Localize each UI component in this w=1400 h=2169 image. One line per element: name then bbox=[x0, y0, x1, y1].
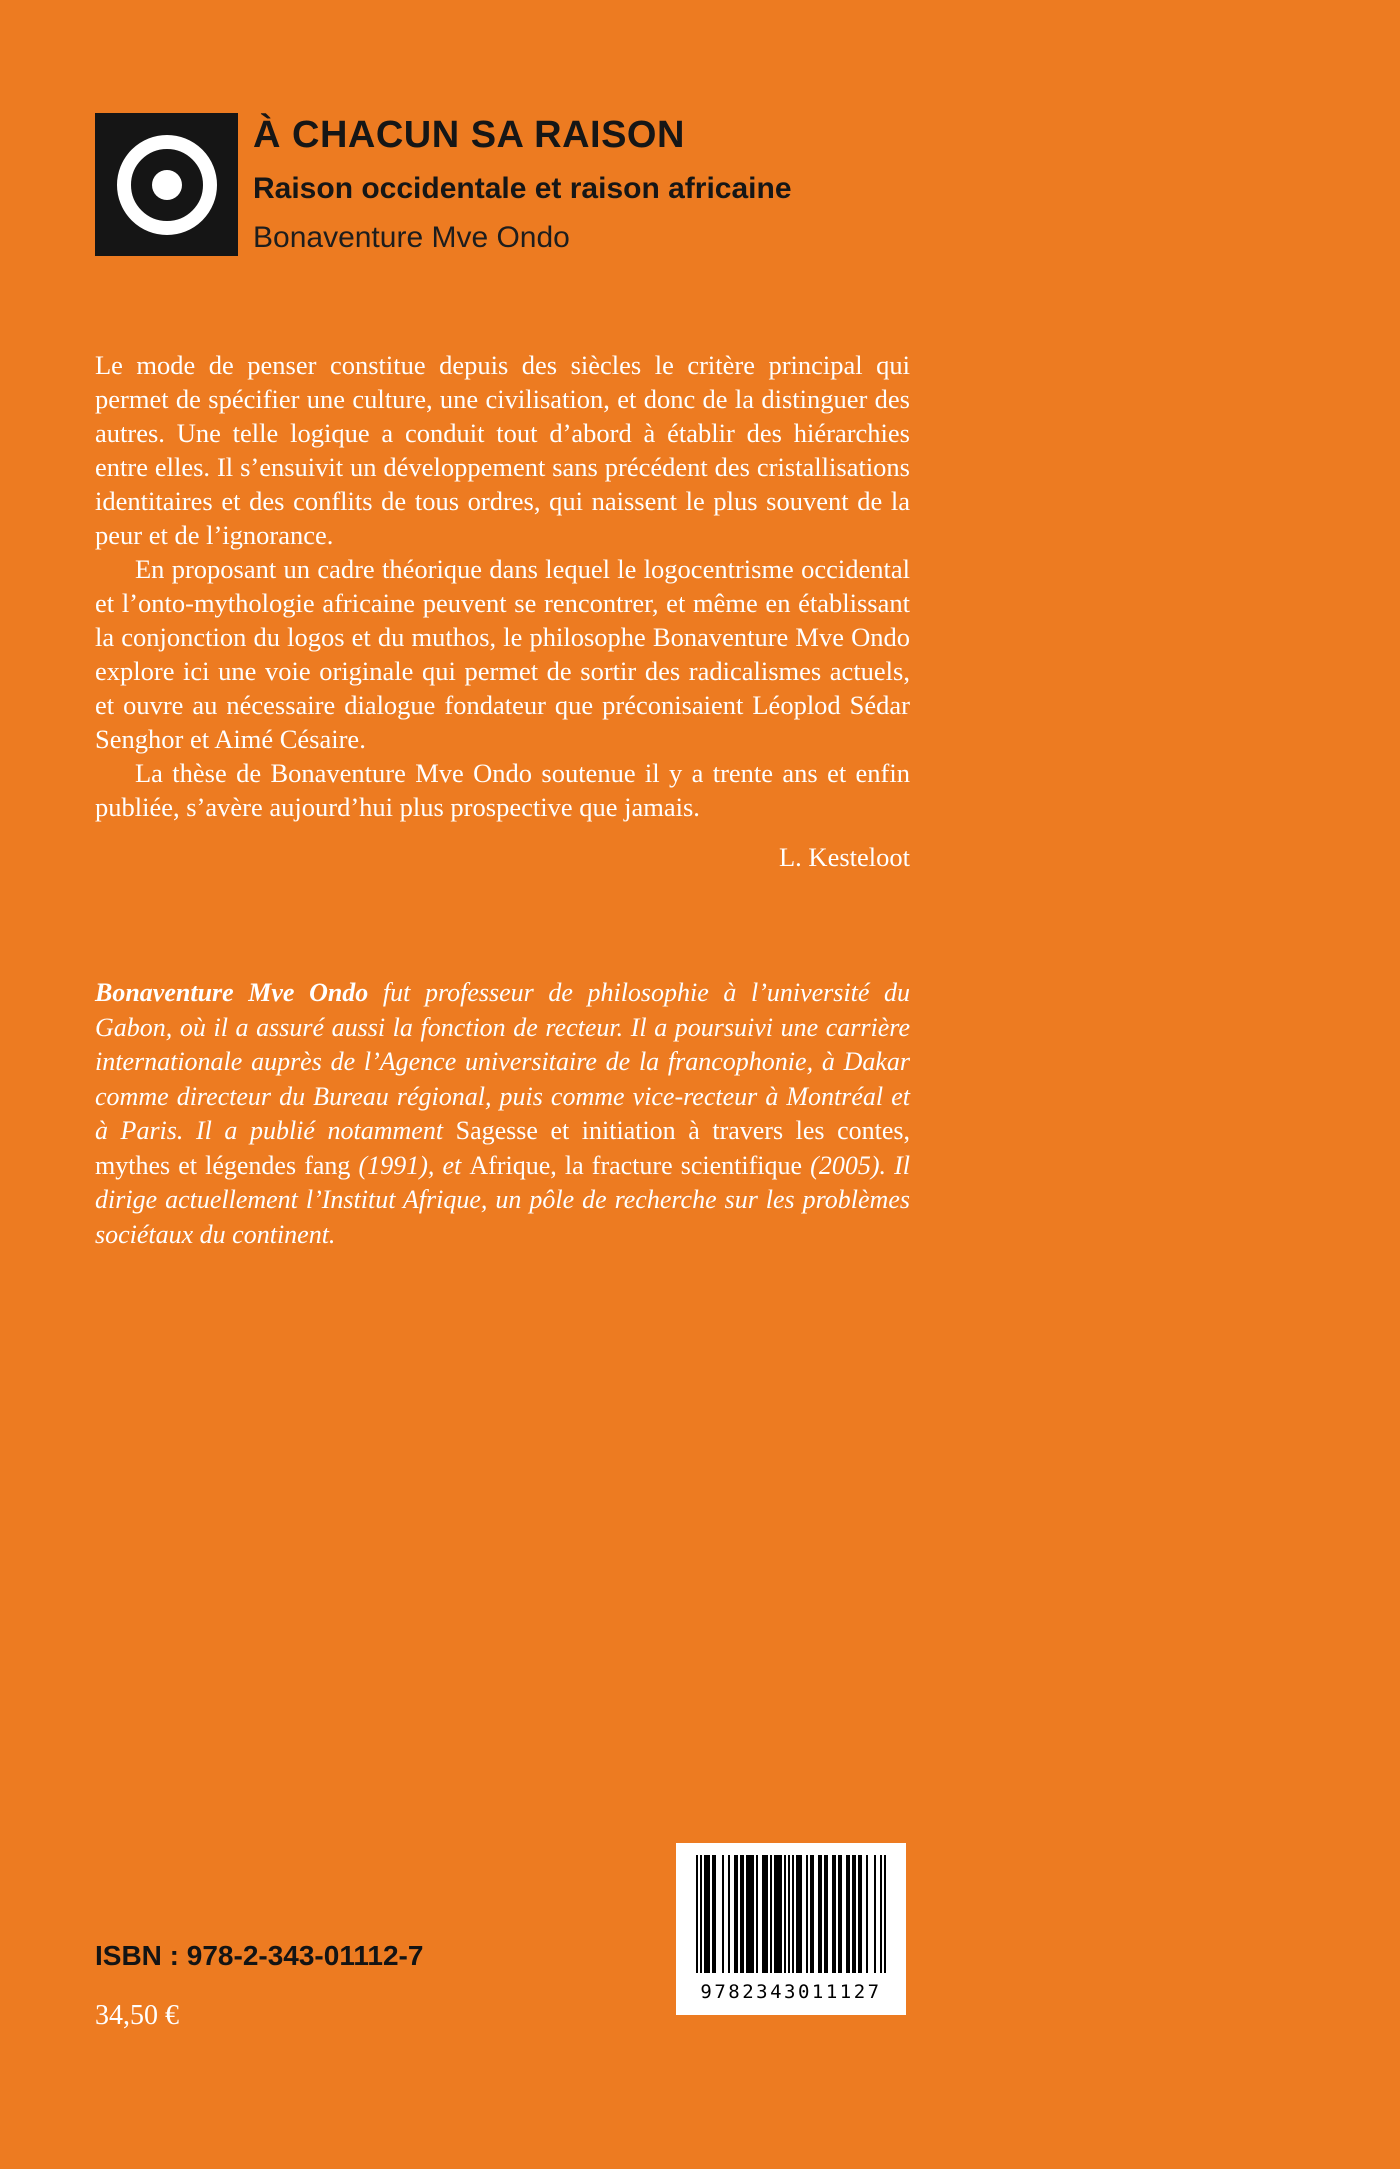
book-author: Bonaventure Mve Ondo bbox=[253, 221, 570, 255]
book-subtitle: Raison occidentale et raison africaine bbox=[253, 171, 792, 205]
barcode-bars bbox=[696, 1855, 886, 1978]
isbn-line: ISBN : 978-2-343-01112-7 bbox=[95, 1940, 424, 1971]
header-text bbox=[253, 113, 792, 256]
price-label: 34,50 € bbox=[95, 2000, 179, 2031]
book-title: À CHACUN SA RAISON bbox=[253, 114, 685, 156]
bio-book-title-1: Sagesse et initiation à travers les contes, mythes et légendes fang bbox=[95, 1116, 910, 1180]
blurb-signature: L. Kesteloot bbox=[779, 842, 910, 872]
barcode-number: 9782343011127 bbox=[700, 1981, 882, 2003]
logo-dot-icon bbox=[152, 170, 182, 200]
bio-book-title-2: Afrique, la fracture scientifique bbox=[469, 1150, 803, 1180]
blurb-paragraph-3: La thèse de Bonaventure Mve Ondo soutenue il y a trente ans et enfin publiée, s’avère aujourd’hui plus prospective que jamais. bbox=[95, 758, 910, 822]
bio-text-2: (1991), et bbox=[350, 1150, 470, 1180]
blurb-paragraph-2: En proposant un cadre théorique dans lequel le logocentrisme occidental et l’onto-mythologie africaine peuvent se rencontrer, et même en établissant la conjonction du logos et du muthos, le philosophe Bonaventure Mve Ondo explore ici une voie originale qui permet de sortir des radicalismes actuels, et ouvre au nécessaire dialogue fondateur que préconisaient Léoplod Sédar Senghor et Aimé Césaire. bbox=[95, 554, 910, 754]
blurb-paragraph-1: Le mode de penser constitue depuis des siècles le critère principal qui permet de spécifier une culture, une civilisation, et donc de la distinguer des autres. Une telle logique a conduit tout d’abord à établir des hiérarchies entre elles. Il s’ensuivit un développement sans précédent des cristallisations identitaires et des conflits de tous ordres, qui naissent le plus souvent de la peur et de l’ignorance. bbox=[95, 350, 910, 550]
header-block bbox=[95, 113, 792, 256]
barcode bbox=[676, 1843, 906, 2015]
back-cover-blurb bbox=[95, 348, 910, 874]
bio-text-1: fut professeur de philosophie à l’université du Gabon, où il a assuré aussi la fonction de recteur. Il a poursuivi une carrière internationale auprès de l’Agence universitaire de la francophonie, à Dakar comme directeur du Bureau régional, puis comme vice-recteur à Montréal et à Paris. Il a publié notamment bbox=[95, 978, 910, 1145]
bio-text-3: (2005). Il dirige actuellement l’Institut Afrique, un pôle de recherche sur les problèmes sociétaux du continent. bbox=[95, 1150, 910, 1249]
bio-author-name: Bonaventure Mve Ondo bbox=[95, 978, 369, 1007]
author-bio bbox=[95, 976, 910, 1252]
publisher-logo bbox=[95, 113, 238, 256]
